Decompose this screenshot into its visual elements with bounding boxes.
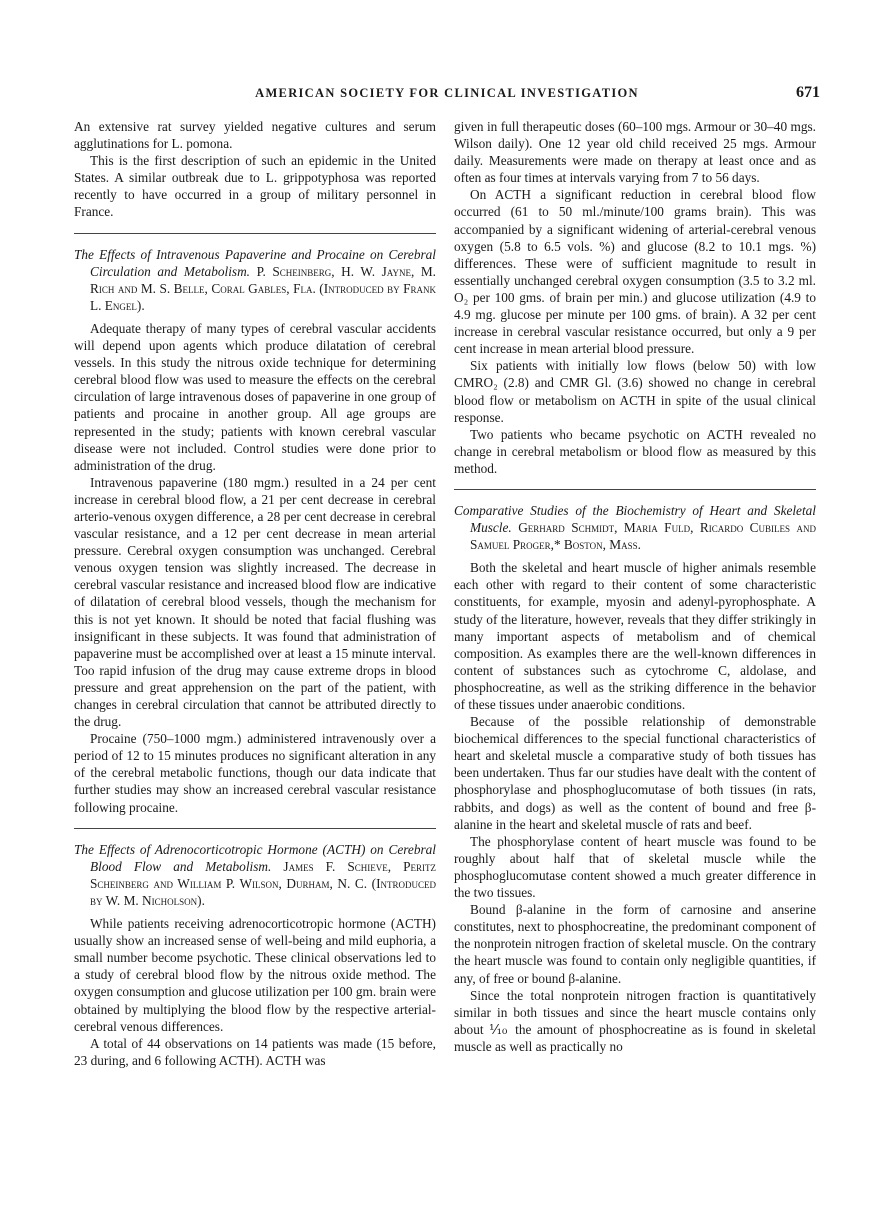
page-header [74, 84, 820, 106]
article-separator [454, 489, 816, 490]
article-title: The Effects of Intravenous Papaverine and Procaine on Cerebral Circulation and Metabolism. [74, 246, 436, 279]
right-column [454, 118, 816, 1055]
paragraph: This is the first description of such an epidemic in the United States. A similar outbreak due to L. grippotyphosa was reported recently to have occurred in a group of military personnel in France. [74, 153, 436, 220]
paragraph: Two patients who became psychotic on ACTH revealed no change in cerebral metabolism or blood flow as measured by this method. [454, 426, 816, 476]
paragraph: Both the skeletal and heart muscle of higher animals resemble each other with regard to their content of some characteristic constituents, for example, myosin and adenyl-pyrophosphate. A study of the literature, however, reveals that they differ strikingly in many important aspects of metabolism and of chemical composition. As examples there are the well-known differences in content of substances such as cytochrome C, aldolase, and phosphocreatine, as well as the striking difference in the behavior of these tissues under anaerobic conditions. [454, 560, 816, 712]
paragraph: Since the total nonprotein nitrogen fraction is quantitatively similar in both tissues and since the heart muscle contains only about ⅒ the amount of phosphocreatine as is found in skeletal muscle as well as practically no [454, 987, 816, 1054]
paragraph: Intravenous papaverine (180 mgm.) resulted in a 24 per cent increase in cerebral blood flow, a 21 per cent decrease in cerebral arterio-venous oxygen difference, a 28 per cent decrease in cerebral vascular resistance, and a 12 per cent decrease in mean arterial pressure. Cerebral oxygen consumption was unchanged. Cerebral venous oxygen tension was slightly increased. The decrease in cerebral vascular resistance and increased blood flow are indicative of dilatation of cerebral blood vessels, though the mechanism for this is not yet known. It should be noted that facial flushing was insignificant in these subjects. It was found that administration of papaverine must be accomplished over at least a 15 minute interval. Too rapid infusion of the drug may cause extreme drops in blood pressure and great apprehension on the part of the patient, with changes in cerebral circulation that cannot be attributed directly to the drug. [74, 474, 436, 730]
article-separator [74, 828, 436, 829]
article-title: Comparative Studies of the Biochemistry of Heart and Skeletal Muscle. [454, 502, 816, 536]
left-column [74, 118, 436, 1069]
article-title: The Effects of Adrenocorticotropic Hormone (ACTH) on Cerebral Blood Flow and Metabolism. [74, 841, 436, 874]
article-separator [74, 233, 436, 234]
article-heading [454, 502, 816, 553]
paragraph: A total of 44 observations on 14 patients was made (15 before, 23 during, and 6 following ACTH). ACTH was [74, 1035, 436, 1068]
paragraph: Bound β-alanine in the form of carnosine and anserine constitutes, next to phosphocreatine, the predominant component of the nonprotein nitrogen fraction of skeletal muscle. On the contrary the heart muscle was found to contain only negligible quantities, if any, of free or bound β-alanine. [454, 902, 816, 986]
paragraph: The phosphorylase content of heart muscle was found to be roughly about half that of skeletal muscle while the phosphoglucomutase content showed a much greater difference in the two tissues. [454, 833, 816, 901]
paragraph: Six patients with initially low flows (below 50) with low CMRO₂ (2.8) and CMR Gl. (3.6) showed no change in cerebral blood flow or metabolism on ACTH in spite of the usual clinical response. [454, 358, 816, 425]
article-heading [74, 841, 436, 909]
article-heading [74, 246, 436, 314]
article-authors: Gerhard Schmidt, Maria Fuld, Ricardo Cubiles and Samuel Proger,* Boston, Mass. [470, 520, 816, 553]
article-authors: James F. Schieve, Peritz Scheinberg and William P. Wilson, Durham, N. C. (Introduced by W. M. Nicholson). [90, 858, 436, 908]
paragraph: While patients receiving adrenocorticotropic hormone (ACTH) usually show an increased sense of well-being and mild euphoria, a small number become psychotic. These clinical observations led to a study of cerebral blood flow by the nitrous oxide method. The oxygen consumption and glucose utilization per 100 gm. brain were obtained by multiplying the blood flow by the respective arterial-cerebral venous differences. [74, 916, 436, 1034]
paragraph: Procaine (750–1000 mgm.) administered intravenously over a period of 12 to 15 minutes produces no significant alteration in any of the cerebral metabolic functions, though our data indicate that further studies may show an increased cerebral vascular resistance following procaine. [74, 731, 436, 815]
paragraph: On ACTH a significant reduction in cerebral blood flow occurred (61 to 50 ml./minute/100 grams brain). This was accompanied by a significant widening of arterial-cerebral venous oxygen (5.8 to 6.5 vols. %) and glucose (8.2 to 10.1 mgs. %) differences. These were of sufficient magnitude to result in essentially unchanged cerebral oxygen consumption (3.5 to 3.2 ml. O₂ per 100 gms. of brain per min.) and glucose utilization (4.9 to 4.9 mg. glucose per minute per 100 gms. of brain). A 32 per cent increase in cerebral vascular resistance occurred, but only a 9 per cent increase in mean arterial blood pressure. [454, 187, 816, 357]
article-authors: P. Scheinberg, H. W. Jayne, M. Rich and M. S. Belle, Coral Gables, Fla. (Introduced by Frank L. Engel). [90, 263, 436, 313]
page-number: 671 [796, 84, 820, 101]
running-head: AMERICAN SOCIETY FOR CLINICAL INVESTIGATION [255, 86, 639, 100]
paragraph: given in full therapeutic doses (60–100 mgs. Armour or 30–40 mgs. Wilson daily). One 12 year old child received 25 mgs. Armour daily. Measurements were made on therapy at least once and as often as four times at intervals varying from 7 to 56 days. [454, 119, 816, 186]
paragraph: Because of the possible relationship of demonstrable biochemical differences to the special functional characteristics of heart and skeletal muscle a comparative study of both tissues has been undertaken. Thus far our studies have dealt with the content of phosphorylase and phosphoglucomutase of both tissues (in rats, rabbits, and dogs) as well as the content of bound and free β-alanine in the heart and skeletal muscle of rats and beef. [454, 714, 816, 832]
paragraph: An extensive rat survey yielded negative cultures and serum agglutinations for L. pomona. [74, 119, 436, 152]
paragraph: Adequate therapy of many types of cerebral vascular accidents will depend upon agents which produce dilatation of cerebral vessels. In this study the nitrous oxide technique for determining cerebral blood flow was used to measure the effects on the cerebral circulation of large intravenous doses of papaverine in one group of patients and procaine in another group. All age groups are represented in the study; patients with known cerebral vascular disease were not included. Control studies were done prior to administration of the drug. [74, 320, 436, 473]
